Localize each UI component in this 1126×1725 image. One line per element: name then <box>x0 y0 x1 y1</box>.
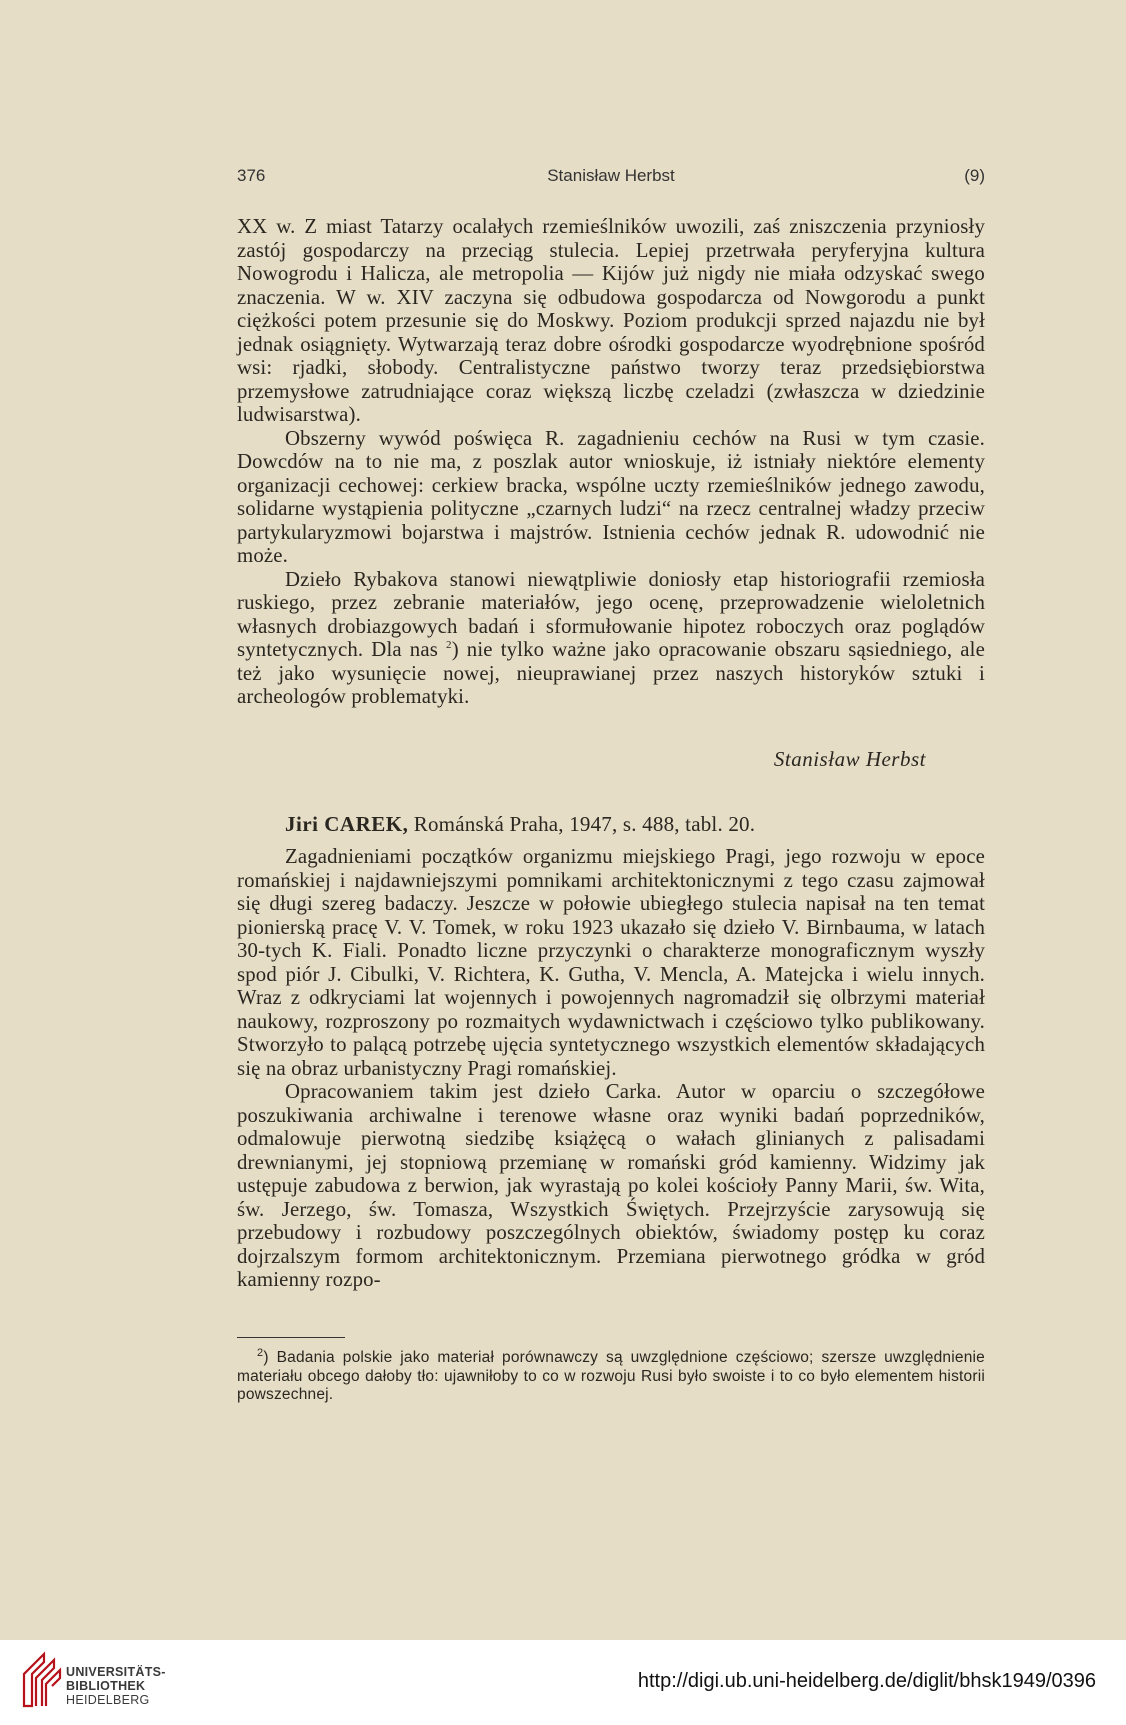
digitization-footer <box>0 1640 1126 1725</box>
paragraph <box>237 568 985 709</box>
paragraph-text: ) nie tylko ważne jako opracowanie obszaru sąsiedniego, ale też jako wysunięcie nowej, nieuprawianej przez naszych historyków sztuki i archeologów problematyki. <box>237 638 985 708</box>
footnote-text: ) Badania polskie jako materiał porównawczy są uwzględnione częściowo; szersze uwzględnienie materiału obcego dałoby tło: ujawniłoby to co w rozwoju Rusi było swoiste i to co było elementem historii powszechnej. <box>237 1349 985 1403</box>
running-header-author: Stanisław Herbst <box>547 166 675 185</box>
library-name-line: BIBLIOTHEK <box>66 1679 146 1693</box>
reviewed-author: Jiri CAREK, <box>285 812 409 836</box>
library-name <box>66 1665 166 1707</box>
paragraph: XX w. Z miast Tatarzy ocalałych rzemieślników uwozili, zaś zniszczenia przyniosły zastój gospodarczy na przeciąg stulecia. Lepiej przetrwała peryferyjna kultura Nowogrodu i Halicza, ale metropolia — Kijów już nigdy nie miała odzyskać swego znaczenia. W w. XIV zaczyna się odbudowa gospodarcza od Nowgorodu a punkt ciężkości potem przesunie się do Moskwy. Poziom produkcji sprzed najazdu nie był jednak osiągnięty. Wytwarzają teraz dobre ośrodki gospodarcze wyodrębnione spośród wsi: rjadki, słobody. Centralistyczne państwo tworzy teraz przedsiębiorstwa przemysłowe zatrudniające coraz większą liczbę czeladzi (zwłaszcza w dziedzinie ludwisarstwa). <box>237 215 985 426</box>
permalink-url[interactable]: http://digi.ub.uni-heidelberg.de/diglit/bhsk1949/0396 <box>637 1670 1096 1692</box>
paragraph: Obszerny wywód poświęca R. zagadnieniu cechów na Rusi w tym czasie. Dowcdów na to nie ma, z poszlak autor wnioskuje, iż istniały niektóre elementy organizacji cechowej: cerkiew bracka, wspólne uczty rzemieślników jednego zawodu, solidarne wystąpienia polityczne „czarnych ludzi“ na rzecz centralnej władzy przeciw partykularyzmowi bojarstwa i majstrów. Istnienia cechów jednak R. udowodnić nie może. <box>237 426 985 567</box>
review-text <box>237 845 985 1292</box>
running-header <box>237 166 985 190</box>
footnote-marker: 2 <box>257 1346 264 1359</box>
page-number: 376 <box>237 166 266 185</box>
library-logo-icon[interactable] <box>20 1650 64 1708</box>
review-signature: Stanisław Herbst <box>773 747 926 771</box>
section-number: (9) <box>964 166 985 185</box>
footnote-separator <box>237 1337 345 1338</box>
footnote-reference[interactable]: 2 <box>446 639 452 652</box>
paragraph: Zagadnieniami początków organizmu miejskiego Pragi, jego rozwoju w epoce romańskiej i najdawniejszymi pomnikami architektonicznymi z tego czasu zajmował się długi szereg badaczy. Jeszcze w połowie ubiegłego stulecia napisał na ten temat pionierską pracę V. V. Tomek, w roku 1923 ukazało się dzieło V. Birnbauma, w latach 30-tych K. Fiali. Ponadto liczne przyczynki o charakterze monograficznym wyszły spod piór J. Cibulki, V. Richtera, K. Gutha, V. Mencla, A. Matejcka i wielu innych. Wraz z odkryciami lat wojennych i powojennych nagromadził się olbrzymi materiał naukowy, rozproszony po rozmaitych wydawnictwach i częściowo tylko publikowany. Stworzyło to palącą potrzebę ujęcia syntetycznego wszystkich elementów składających się na obraz urbanistyczny Pragi romańskiej. <box>237 845 985 1080</box>
library-name-line: HEIDELBERG <box>66 1693 150 1707</box>
continued-review-text <box>237 215 985 709</box>
paragraph-text: Dzieło Rybakova stanowi niewątpliwie doniosły etap historiografii rzemiosła ruskiego, przez zebranie materiałów, jego ocenę, przeprowadzenie wieloletnich własnych drobiazgowych badań i sformułowanie hipotez roboczych oraz poglądów syntetycznych. Dla nas <box>237 567 985 661</box>
reviewed-work-citation: Románská Praha, 1947, s. 488, tabl. 20. <box>408 812 756 836</box>
review-heading <box>285 812 755 837</box>
footnote <box>237 1346 985 1405</box>
paragraph: Opracowaniem takim jest dzieło Carka. Autor w oparciu o szczegółowe poszukiwania archiwalne i terenowe własne oraz wyniki badań poprzedników, odmalowuje pierwotną siedzibę książęcą o wałach glinianych z palisadami drewnianymi, jej stopniową przemianę w romański gród kamienny. Widzimy jak ustępuje zabudowa z berwion, jak wyrastają po kolei kościoły Panny Marii, św. Wita, św. Jerzego, św. Tomasza, Wszystkich Świętych. Przejrzyście zarysowują się przebudowy i rozbudowy poszczególnych obiektów, świadomy postęp ku coraz dojrzalszym formom architektonicznym. Przemiana pierwotnego gródka w gród kamienny rozpo- <box>237 1080 985 1291</box>
library-name-line: UNIVERSITÄTS- <box>66 1665 166 1679</box>
